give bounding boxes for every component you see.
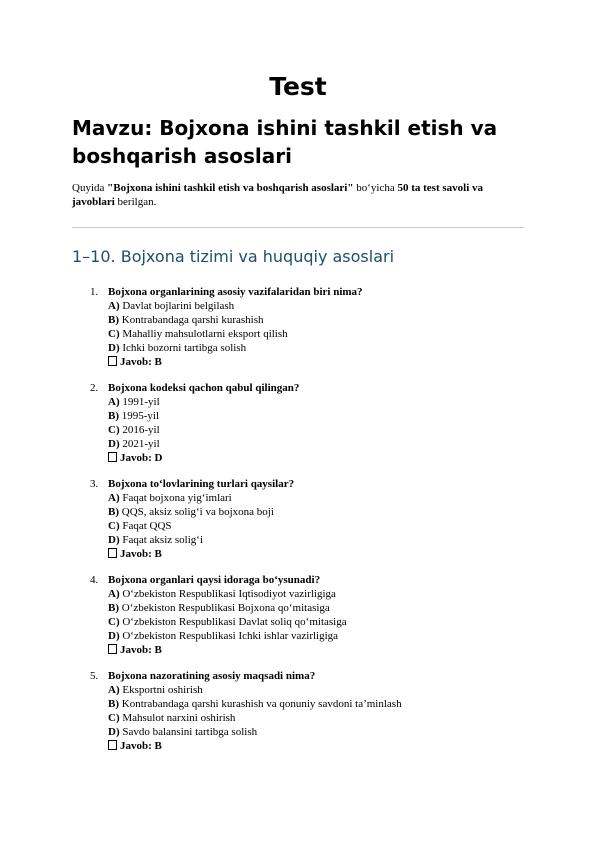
intro-bold-2: 50 ta test savoli va javoblari (72, 182, 484, 208)
option-letter: C) (108, 712, 120, 724)
answer-line (108, 547, 524, 561)
question-item (72, 477, 524, 561)
answer-option (108, 615, 524, 629)
answer-line (108, 451, 524, 465)
answer-value: B (154, 740, 162, 752)
answer-option (108, 697, 524, 711)
answer-label: Javob: (120, 644, 152, 656)
answer-value: B (154, 644, 162, 656)
answer-line (108, 355, 524, 369)
checkbox-icon (108, 452, 117, 462)
option-letter: B) (108, 410, 119, 422)
option-text: QQS, aksiz solig‘i va bojxona boji (119, 506, 274, 518)
checkbox-icon (108, 548, 117, 558)
answer-option (108, 341, 524, 355)
answer-label: Javob: (120, 548, 152, 560)
document-title: Test (269, 72, 327, 101)
checkbox-icon (108, 356, 117, 366)
option-letter: D) (108, 438, 120, 450)
answer-option (108, 533, 524, 547)
question-text: Bojxona kodeksi qachon qabul qilingan? (108, 382, 300, 394)
option-letter: B) (108, 698, 119, 710)
option-text: Ichki bozorni tartibga solish (119, 342, 247, 354)
option-text: Faqat bojxona yig‘imlari (119, 492, 232, 504)
answer-option (108, 313, 524, 327)
option-letter: A) (108, 300, 120, 312)
option-letter: D) (108, 534, 120, 546)
answer-option (108, 505, 524, 519)
question-list (72, 285, 524, 765)
intro-paragraph (72, 181, 524, 209)
answer-option (108, 711, 524, 725)
answer-value: B (154, 548, 162, 560)
option-text: 1995-yil (119, 410, 160, 422)
question-number: 4. (90, 574, 99, 586)
answer-label: Javob: (120, 356, 152, 368)
answer-line (108, 739, 524, 753)
answer-option (108, 437, 524, 451)
intro-text-3: berilgan. (114, 196, 157, 208)
option-text: 2016-yil (119, 424, 160, 436)
answer-line (108, 643, 524, 657)
section-heading: 1–10. Bojxona tizimi va huquqiy asoslari (72, 247, 395, 266)
question-item (72, 669, 524, 753)
option-text: Savdo balansini tartibga solish (119, 726, 258, 738)
option-text: O‘zbekiston Respublikasi Ichki ishlar vazirligiga (119, 630, 339, 642)
option-letter: D) (108, 630, 120, 642)
option-letter: A) (108, 492, 120, 504)
option-text: O‘zbekiston Respublikasi Davlat soliq qo‘mitasiga (119, 616, 347, 628)
option-text: Mahsulot narxini oshirish (119, 712, 236, 724)
answer-label: Javob: (120, 740, 152, 752)
option-letter: C) (108, 520, 120, 532)
option-letter: A) (108, 396, 120, 408)
option-letter: B) (108, 506, 119, 518)
question-item (72, 573, 524, 657)
question-item (72, 381, 524, 465)
answer-option (108, 491, 524, 505)
answer-option (108, 629, 524, 643)
question-number: 2. (90, 382, 99, 394)
topic-heading: Mavzu: Bojxona ishini tashkil etish va boshqarish asoslari (72, 116, 498, 168)
answer-option (108, 587, 524, 601)
horizontal-divider (72, 227, 524, 228)
option-letter: A) (108, 684, 120, 696)
option-text: Kontrabandaga qarshi kurashish (119, 314, 264, 326)
answer-option (108, 423, 524, 437)
question-text: Bojxona organlarining asosiy vazifalaridan biri nima? (108, 286, 363, 298)
option-text: Faqat QQS (119, 520, 172, 532)
option-letter: A) (108, 588, 120, 600)
question-text: Bojxona to‘lovlarining turlari qaysilar? (108, 478, 295, 490)
question-number: 3. (90, 478, 99, 490)
option-letter: B) (108, 314, 119, 326)
option-text: Mahalliy mahsulotlarni eksport qilish (119, 328, 288, 340)
option-text: Davlat bojlarini belgilash (119, 300, 235, 312)
option-text: 1991-yil (119, 396, 160, 408)
answer-option (108, 725, 524, 739)
option-text: O‘zbekiston Respublikasi Bojxona qo‘mitasiga (119, 602, 330, 614)
option-text: 2021-yil (119, 438, 160, 450)
answer-option (108, 409, 524, 423)
option-text: Eksportni oshirish (119, 684, 203, 696)
option-letter: C) (108, 424, 120, 436)
answer-value: B (154, 356, 162, 368)
intro-bold-1: "Bojxona ishini tashkil etish va boshqarish asoslari" (107, 182, 354, 194)
checkbox-icon (108, 740, 117, 750)
intro-text-1: Quyida (72, 182, 108, 194)
question-number: 5. (90, 670, 99, 682)
question-number: 1. (90, 286, 99, 298)
answer-option (108, 299, 524, 313)
option-letter: D) (108, 342, 120, 354)
option-text: Faqat aksiz solig‘i (119, 534, 204, 546)
option-letter: C) (108, 616, 120, 628)
question-item (72, 285, 524, 369)
answer-option (108, 683, 524, 697)
option-letter: C) (108, 328, 120, 340)
answer-value: D (154, 452, 163, 464)
answer-option (108, 395, 524, 409)
answer-label: Javob: (120, 452, 152, 464)
answer-option (108, 601, 524, 615)
checkbox-icon (108, 644, 117, 654)
answer-option (108, 327, 524, 341)
option-letter: D) (108, 726, 120, 738)
intro-text-2: bo‘yicha (353, 182, 398, 194)
option-text: O‘zbekiston Respublikasi Iqtisodiyot vazirligiga (119, 588, 336, 600)
answer-option (108, 519, 524, 533)
option-letter: B) (108, 602, 119, 614)
option-text: Kontrabandaga qarshi kurashish va qonuniy savdoni ta’minlash (119, 698, 402, 710)
question-text: Bojxona organlari qaysi idoraga bo‘ysunadi? (108, 574, 321, 586)
question-text: Bojxona nazoratining asosiy maqsadi nima? (108, 670, 316, 682)
